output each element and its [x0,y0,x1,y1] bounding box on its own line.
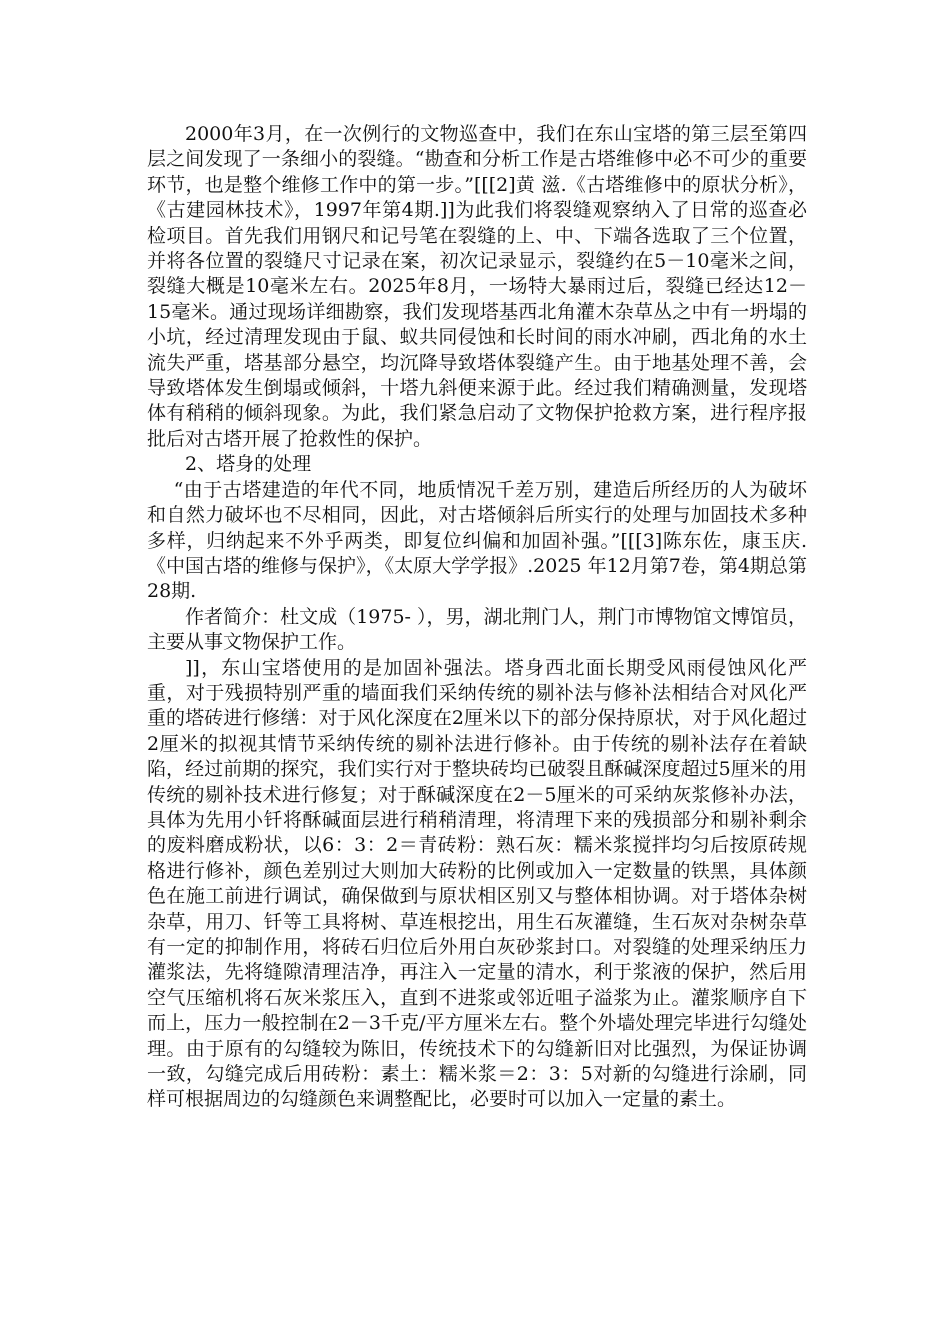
section-heading-tower-body: 2、塔身的处理 [185,453,312,476]
document-page [147,122,807,1113]
paragraph-repair-methods: ]]，东山宝塔使用的是加固补强法。塔身西北面长期受风雨侵蚀风化严重，对于残损特别严重的墙面我们采纳传统的剔补法与修补法相结合对风化严重的塔砖进行修缮：对于风化深度在2厘米以下的部分保持原状，对于风化超过2厘米的拟视其情节采纳传统的剔补法进行修补。由于传统的剔补法存在着缺陷，经过前期的探究，我们实行对于整块砖均已破裂且酥碱深度超过5厘米的用传统的剔补技术进行修复；对于酥碱深度在2－5厘米的可采纳灰浆修补办法，具体为先用小钎将酥碱面层进行稍稍清理，将清理下来的残损部分和剔补剩余的废料磨成粉状，以6：3：2＝青砖粉：熟石灰：糯米浆搅拌均匀后按原砖规格进行修补，颜色差别过大则加大砖粉的比例或加入一定数量的铁黑，具体颜色在施工前进行调试，确保做到与原状相区别又与整体相协调。对于塔体杂树杂草，用刀、钎等工具将树、草连根挖出，用生石灰灌缝，生石灰对杂树杂草有一定的抑制作用，将砖石归位后外用白灰砂浆封口。对裂缝的处理采纳压力灌浆法，先将缝隙清理洁净，再注入一定量的清水，利于浆液的保护，然后用空气压缩机将石灰米浆压入，直到不进浆或邻近咀子溢浆为止。灌浆顺序自下而上，压力一般控制在2－3千克/平方厘米左右。整个外墙处理完毕进行勾缝处理。由于原有的勾缝较为陈旧，传统技术下的勾缝新旧对比强烈，为保证协调一致，勾缝完成后用砖粉：素土：糯米浆＝2：3：5对新的勾缝进行涂刷，同样可根据周边的勾缝颜色来调整配比，必要时可以加入一定量的素土。 [147,656,807,1111]
paragraph-quote-reinforcement: “由于古塔建造的年代不同，地质情况千差万别，建造后所经历的人为破坏和自然力破坏也不尽相同，因此，对古塔倾斜后所实行的处理与加固技术多种多样，归纳起来不外乎两类，即复位纠偏和加固补强。”[[[3]陈东佐，康玉庆.《中国古塔的维修与保护》，《太原大学学报》.2025 年12月第7卷，第4期总第28期. [147,478,807,603]
paragraph-author-bio: 作者简介：杜文成（1975- ），男，湖北荆门人，荆门市博物馆文博馆员，主要从事文物保护工作。 [147,605,807,654]
paragraph-crack-discovery: 2000年3月，在一次例行的文物巡查中，我们在东山宝塔的第三层至第四层之间发现了一条细小的裂缝。“勘查和分析工作是古塔维修中必不可少的重要环节，也是整个维修工作中的第一步。”[[[2]黄 滋.《古塔维修中的原状分析》，《古建园林技术》，1997年第4期.]]为此我们将裂缝观察纳入了日常的巡查必检项目。首先我们用钢尺和记号笔在裂缝的上、中、下端各选取了三个位置，并将各位置的裂缝尺寸记录在案，初次记录显示，裂缝约在5－10毫米之间，裂缝大概是10毫米左右。2025年8月，一场特大暴雨过后，裂缝已经达12－15毫米。通过现场详细勘察，我们发现塔基西北角灌木杂草丛之中有一坍塌的小坑，经过清理发现由于鼠、蚁共同侵蚀和长时间的雨水冲刷，西北角的水土流失严重，塔基部分悬空，均沉降导致塔体裂缝产生。由于地基处理不善，会导致塔体发生倒塌或倾斜，十塔九斜便来源于此。经过我们精确测量，发现塔体有稍稍的倾斜现象。为此，我们紧急启动了文物保护抢救方案，进行程序报批后对古塔开展了抢救性的保护。 [147,123,807,450]
